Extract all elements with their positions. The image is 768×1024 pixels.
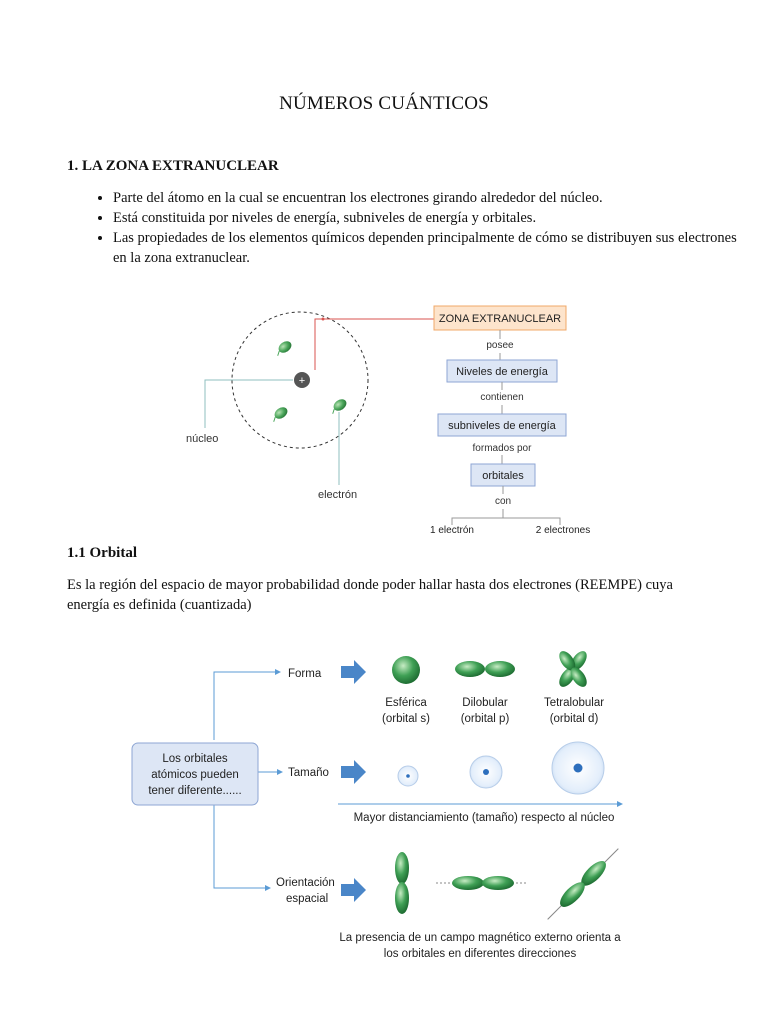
orientacion-label: Orientación [276,877,335,889]
p-orbital-icon [455,661,515,677]
central-box-line: atómicos pueden [151,769,239,781]
central-box-line: Los orbitales [162,753,228,765]
small-orbital-icon [398,766,418,786]
niveles-box-label: Niveles de energía [456,366,548,378]
section-heading-zona: 1. LA ZONA EXTRANUCLEAR [67,158,279,174]
electron-icon [328,397,348,416]
bullet-list [67,188,753,268]
tamano-label: Tamaño [288,767,329,779]
d-orbital-icon [556,648,590,689]
page-title: NÚMEROS CUÁNTICOS [279,93,489,114]
arrow-icon [341,760,366,784]
nucleus-label: núcleo [186,433,219,445]
section-heading-orbital: 1.1 Orbital [67,545,137,561]
electron-label: electrón [318,489,358,501]
p-orbital-name: Dilobular [462,697,508,709]
connector-contienen: contienen [480,392,524,403]
d-orbital-name: Tetralobular [543,697,605,709]
s-orbital-type: (orbital s) [382,713,430,725]
orbital-characteristics-diagram [0,640,768,970]
list-item: • Parte del átomo en la cual se encuentran los electrones girando alrededor del núcleo. [113,188,753,208]
nucleus-symbol: + [298,375,306,387]
forma-label: Forma [288,668,322,680]
central-box-line: tener diferente...... [148,785,242,797]
list-item: • Está constituida por niveles de energía, subniveles de energía y orbitales. [113,208,753,228]
leaf-two-electrons: 2 electrones [535,525,591,536]
d-orbital-type: (orbital d) [549,713,599,725]
p-orbital-type: (orbital p) [460,713,510,725]
orientacion-label: espacial [286,893,329,905]
diagonal-p-orbital-icon [543,844,624,925]
list-item: • Las propiedades de los elementos químicos dependen principalmente de cómo se distribuyen sus electrones en la zona extranuclear. [113,228,753,268]
connector-con: con [494,496,512,507]
electron-icon [269,405,289,424]
zona-extranuclear-diagram [0,290,768,550]
nucleus-leader-line [205,380,293,428]
connector-formados: formados por [472,443,532,454]
orbital-definition: Es la región del espacio de mayor probabilidad donde poder hallar hasta dos electrones (REEMPE) cuya energía es definida (cuantizada) [67,577,673,613]
leaf-one-electron: 1 electrón [430,525,474,536]
zona-box-label: ZONA EXTRANUCLEAR [438,313,562,325]
orientation-caption: los orbitales en diferentes direcciones [383,948,577,960]
orientation-caption: La presencia de un campo magnético externo orienta a [339,932,621,944]
zona-leader-line [315,319,434,370]
arrow-icon [341,660,366,684]
connector-posee: posee [486,340,514,351]
subniveles-box-label: subniveles de energía [448,420,556,432]
vertical-p-orbital-icon [395,852,409,914]
s-orbital-icon [392,656,420,684]
arrow-icon [341,878,366,902]
orbitales-box-label: orbitales [482,470,524,482]
electron-icon [273,339,293,358]
large-orbital-icon [552,742,604,794]
s-orbital-name: Esférica [385,697,427,709]
horizontal-p-orbital-icon [436,876,526,890]
size-caption: Mayor distanciamiento (tamaño) respecto al núcleo [353,812,615,824]
medium-orbital-icon [470,756,502,788]
